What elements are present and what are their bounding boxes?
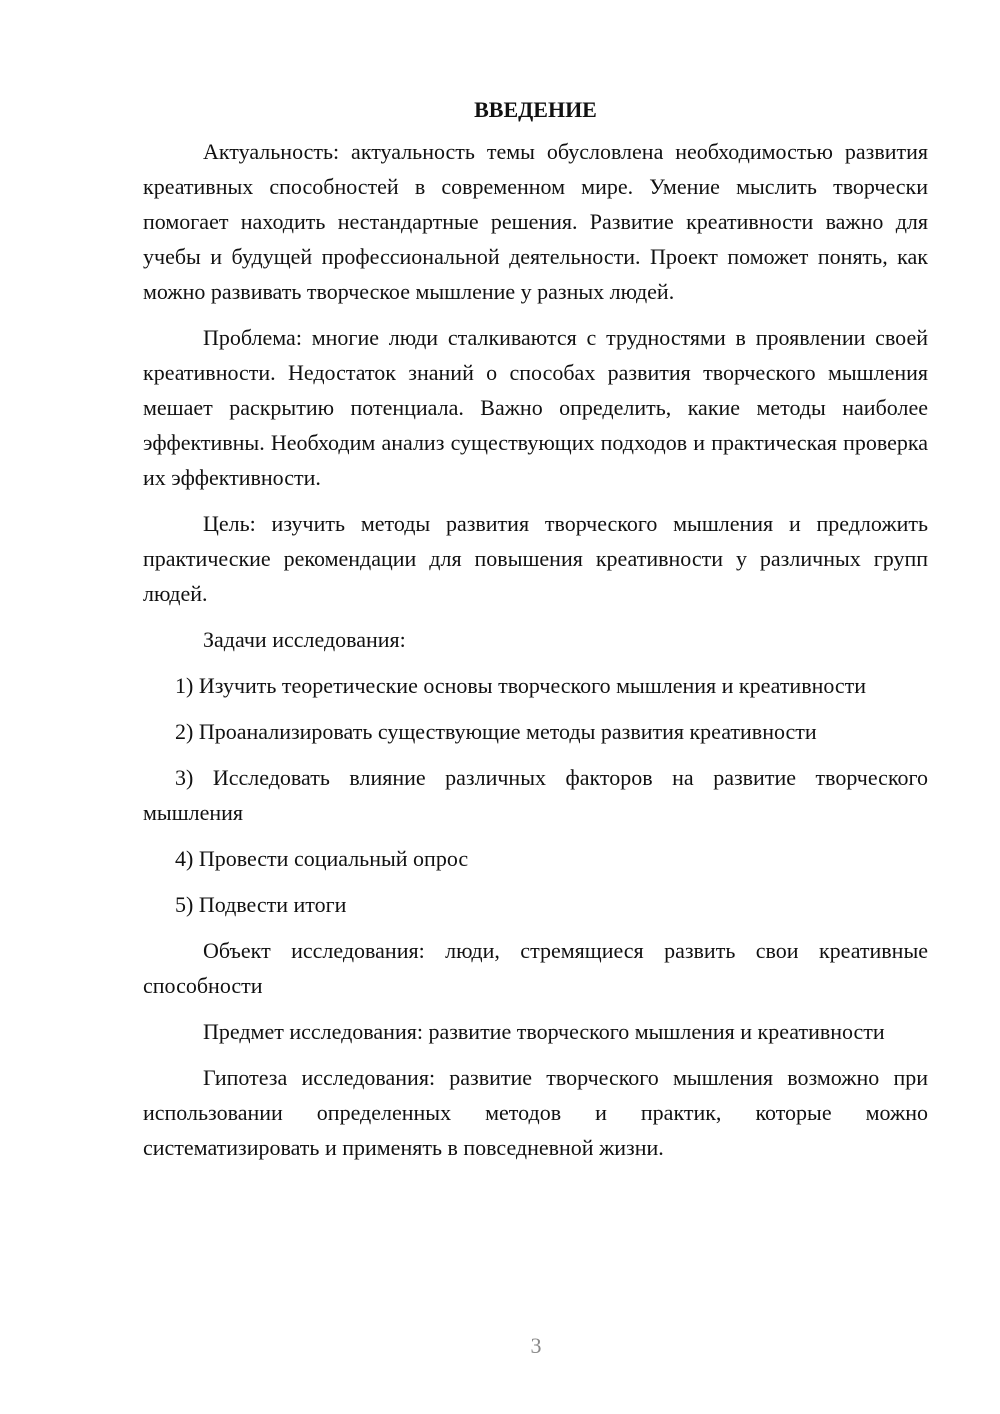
list-item: 2) Проанализировать существующие методы развития креативности xyxy=(175,719,817,744)
list-item: 5) Подвести итоги xyxy=(175,892,347,917)
document-title: ВВЕДЕНИЕ xyxy=(474,97,597,122)
tasks-heading: Задачи исследования: xyxy=(203,627,406,652)
list-item: 1) Изучить теоретические основы творческого мышления и креативности xyxy=(175,673,867,698)
document-page xyxy=(143,92,928,1176)
paragraph-goal: Цель: изучить методы развития творческого мышления и предложить практические рекомендации для повышения креативности у различных групп людей. xyxy=(143,511,928,606)
page-number: 3 xyxy=(530,1333,542,1358)
paragraph-relevance: Актуальность: актуальность темы обусловлена необходимостью развития креативных способностей в современном мире. Умение мыслить творчески помогает находить нестандартные решения. Развитие креативности важно для учебы и будущей профессиональной деятельности. Проект поможет понять, как можно развивать творческое мышление у разных людей. xyxy=(143,139,928,304)
paragraph-subject: Предмет исследования: развитие творческого мышления и креативности xyxy=(203,1019,885,1044)
tasks-list xyxy=(143,668,928,922)
paragraph-object: Объект исследования: люди, стремящиеся развить свои креативные способности xyxy=(143,938,928,998)
list-item: 4) Провести социальный опрос xyxy=(175,846,469,871)
paragraph-hypothesis: Гипотеза исследования: развитие творческого мышления возможно при использовании определенных методов и практик, которые можно систематизировать и применять в повседневной жизни. xyxy=(143,1065,928,1160)
paragraph-problem: Проблема: многие люди сталкиваются с трудностями в проявлении своей креативности. Недостаток знаний о способах развития творческого мышления мешает раскрытию потенциала. Важно определить, какие методы наиболее эффективны. Необходим анализ существующих подходов и практическая проверка их эффективности. xyxy=(143,325,928,490)
list-item: 3) Исследовать влияние различных факторов на развитие творческого мышления xyxy=(143,765,928,825)
